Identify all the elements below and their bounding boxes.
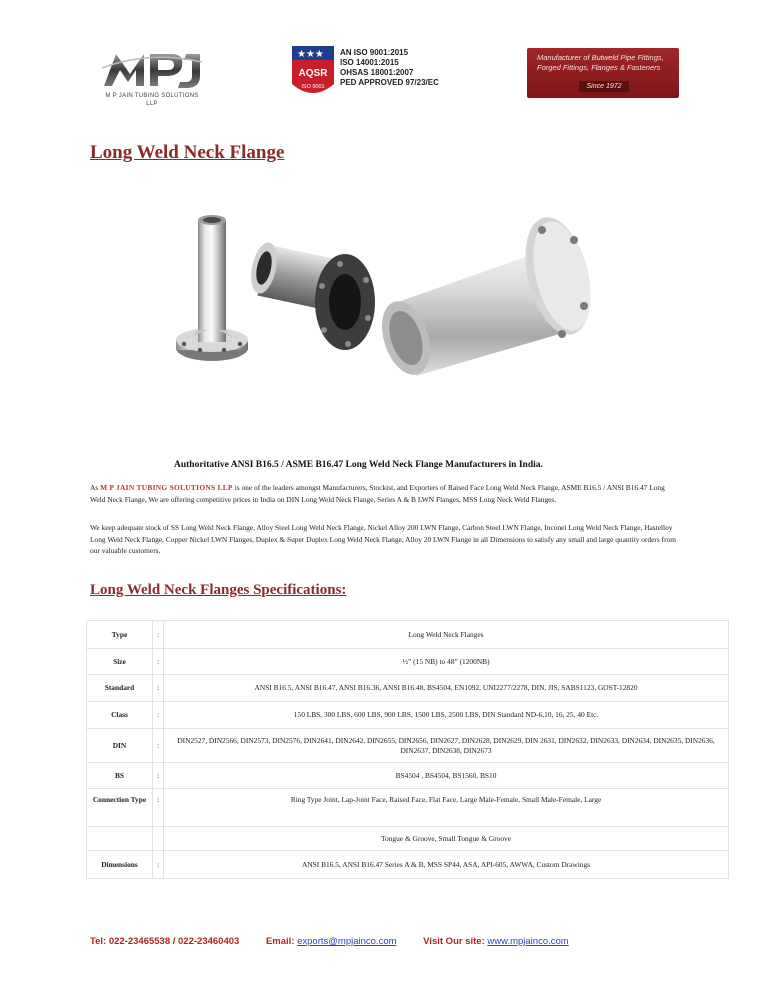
long-weld-neck-flange-product-image (170, 210, 610, 410)
svg-text:★★★: ★★★ (297, 49, 324, 60)
table-row (87, 763, 729, 789)
company-name: M P JAIN TUBING SOLUTIONS LLP (100, 483, 233, 492)
table-row (87, 729, 729, 763)
banner-line-1: Manufacturer of Butweld Pipe Fittings, (537, 53, 664, 62)
certification-line: AN ISO 9001:2015 (340, 48, 409, 57)
spec-key: Type (87, 621, 153, 649)
spec-colon: : (153, 649, 164, 675)
footer-telephone: Tel: 022-23465538 / 022-23460403 (90, 936, 240, 947)
spec-value: Long Weld Neck Flanges (164, 621, 729, 649)
table-row (87, 675, 729, 702)
certification-line: PED APPROVED 97/23/EC (340, 78, 439, 87)
footer-site (423, 936, 569, 947)
specifications-table (86, 620, 729, 879)
mpj-logo[interactable] (92, 48, 212, 114)
manufacturer-banner (527, 48, 679, 98)
spec-key: Class (87, 702, 153, 729)
spec-key: Size (87, 649, 153, 675)
spec-value: DIN2527, DIN2566, DIN2573, DIN2576, DIN2641, DIN2642, DIN2655, DIN2656, DIN2627, DIN2628, DIN2629, DIN 2631, DIN2632, DIN2633, DIN2634, DIN2635, DIN2636, DIN2637, DIN2638, DIN2673 (164, 729, 729, 763)
banner-line-2: Forged Fittings, Flanges & Fasteners (537, 63, 661, 72)
website-link[interactable]: www.mpjainco.com (487, 936, 569, 947)
mpj-logo-mark-icon (100, 48, 204, 90)
stock-paragraph: We keep adequate stock of SS Long Weld Neck Flange, Alloy Steel Long Weld Neck Flange, Nickel Alloy 200 LWN Flange, Carbon Steel LWN Flange, Inconel Long Weld Neck Flange, Hastelloy Long Weld Neck Flange, Copper Nickel LWN Flanges, Duplex & Super Duplex Long Weld Neck Flange, Alloy 20 LWN Flange in all Dimensions to satisfy any small and large quantity orders from our valuable customers. (90, 523, 676, 555)
intro-prefix: As (90, 483, 101, 492)
spec-key: BS (87, 763, 153, 789)
table-row (87, 621, 729, 649)
spec-key: Connection Type (87, 789, 153, 827)
spec-colon: : (153, 702, 164, 729)
page-title: Long Weld Neck Flange (90, 142, 285, 163)
banner-since: Since 1972 (579, 81, 629, 92)
aqsr-label: AQSR (298, 68, 328, 79)
footer-email (266, 936, 397, 947)
spec-value: Ring Type Joint, Lap-Joint Face, Raised Face, Flat Face, Large Male-Female, Small Male-Female, Large (164, 789, 729, 827)
spec-key: Dimensions (87, 851, 153, 879)
intro-rest: is one of the leaders amongst Manufacturers, Stockist, and Exporters of Raised Face Long Weld Neck Flange, ASME B16.5 / ANSI B16.47 Long Weld Neck Flange, We are offering competitive prices in India on DIN Long Weld Neck Flange, Series A & B LWN Flanges, MSS Long Neck Weld Flanges. (90, 483, 665, 504)
aqsr-badge-icon (290, 44, 336, 102)
spec-colon: : (153, 763, 164, 789)
spec-value: 150 LBS, 300 LBS, 600 LBS, 900 LBS, 1500 LBS, 2500 LBS, DIN Standard ND-6,10, 16, 25, 40 Etc. (164, 702, 729, 729)
spec-value: Tongue & Groove, Small Tongue & Groove (164, 827, 729, 851)
spec-colon: : (153, 851, 164, 879)
table-row (87, 702, 729, 729)
table-row (87, 789, 729, 827)
footer-contact (90, 936, 690, 947)
table-row (87, 649, 729, 675)
spec-colon: : (153, 789, 164, 827)
subheading: Authoritative ANSI B16.5 / ASME B16.47 Long Weld Neck Flange Manufacturers in India. (174, 460, 543, 470)
spec-key: Standard (87, 675, 153, 702)
footer-email-label: Email: (265, 936, 298, 947)
intro-paragraph (90, 482, 680, 505)
spec-value: ANSI B16.5, ANSI B16.47, ANSI B16.36, ANSI B16.48, BS4504, EN1092, UNI2277/2278, DIN, JIS, SABS1123, GOST-12820 (164, 675, 729, 702)
aqsr-certification-logo (290, 44, 450, 106)
certification-line: ISO 14001:2015 (340, 58, 399, 67)
spec-value: BS4504 , BS4504, BS1560, BS10 (164, 763, 729, 789)
aqsr-badge-sub: ISO 9001 (301, 84, 325, 90)
spec-key: DIN (87, 729, 153, 763)
spec-colon: : (153, 729, 164, 763)
spec-colon (153, 827, 164, 851)
email-link[interactable]: exports@mpjainco.com (297, 936, 397, 947)
footer-site-label: Visit Our site: (423, 936, 488, 947)
table-row (87, 851, 729, 879)
spec-value: ANSI B16.5, ANSI B16.47 Series A & B, MSS SP44, ASA, API-605, AWWA, Custom Drawings (164, 851, 729, 879)
certification-line: OHSAS 18001:2007 (340, 68, 414, 77)
spec-key (87, 827, 153, 851)
mpj-logo-caption: M P JAIN TUBING SOLUTIONS LLP (105, 93, 199, 107)
table-row (87, 827, 729, 851)
spec-colon: : (153, 621, 164, 649)
certification-list (340, 48, 439, 88)
spec-colon: : (153, 675, 164, 702)
header (0, 38, 768, 108)
specifications-title: Long Weld Neck Flanges Specifications: (90, 582, 347, 598)
spec-value: ½” (15 NB) to 48” (1200NB) (164, 649, 729, 675)
